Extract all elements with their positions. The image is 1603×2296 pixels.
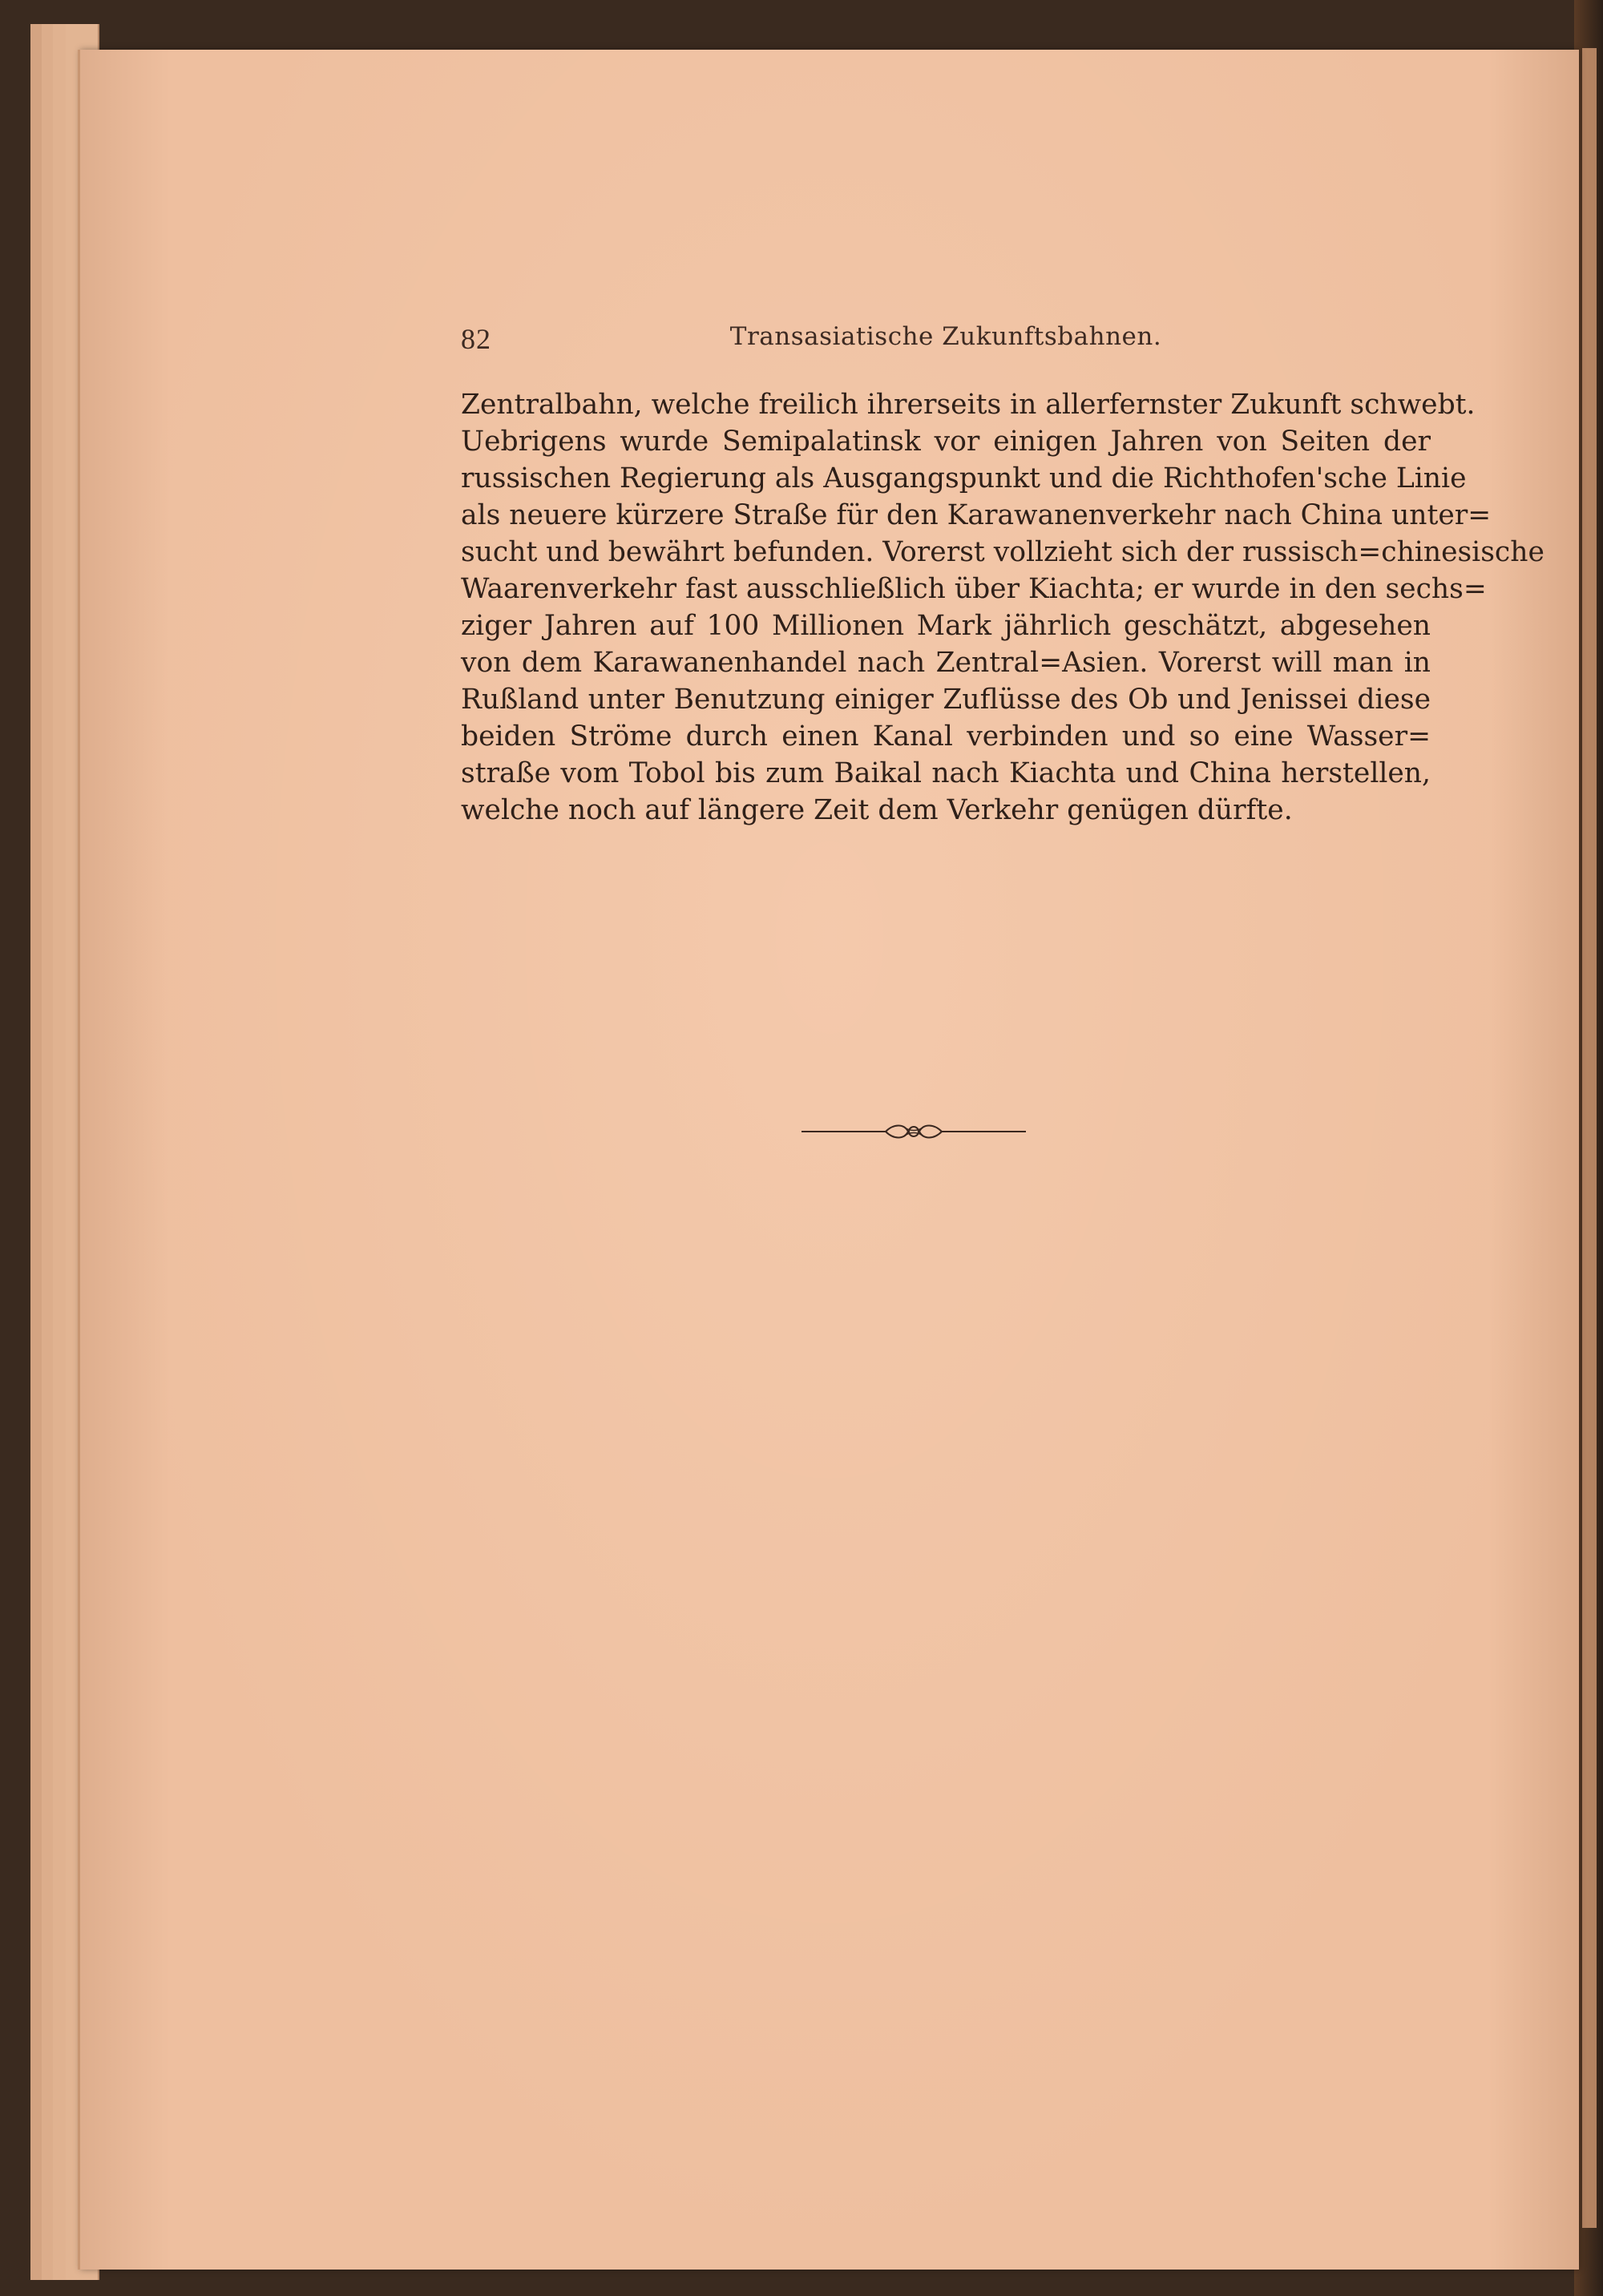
text-line: Zentralbahn, welche freilich ihrerseits in allerfernster Zukunft schwebt. xyxy=(461,389,1476,421)
text-line: russischen Regierung als Ausgangspunkt und die Richthofen'sche Linie xyxy=(461,462,1467,494)
body-paragraph xyxy=(461,386,1544,829)
text-line: beiden Ströme durch einen Kanal verbinden und so eine Wasser= xyxy=(461,720,1431,753)
text-line: Waarenverkehr fast ausschließlich über Kiachta; er wurde in den sechs= xyxy=(461,573,1487,605)
text-line: welche noch auf längere Zeit dem Verkehr genügen dürfte. xyxy=(461,794,1293,826)
running-title: Transasiatische Zukunftsbahnen. xyxy=(729,322,1162,351)
tailpiece-ornament-icon xyxy=(802,1116,1026,1148)
text-line: als neuere kürzere Straße für den Karawanenverkehr nach China unter= xyxy=(461,499,1492,531)
text-line: Uebrigens wurde Semipalatinsk vor einigen Jahren von Seiten der xyxy=(461,426,1431,458)
text-line: von dem Karawanenhandel nach Zentral=Asien. Vorerst will man in xyxy=(461,647,1431,679)
text-line: ziger Jahren auf 100 Millionen Mark jährlich geschätzt, abgesehen xyxy=(461,610,1431,642)
text-line: sucht und bewährt befunden. Vorerst vollzieht sich der russisch=chinesische xyxy=(461,536,1544,568)
page-number: 82 xyxy=(461,323,491,355)
text-line: Rußland unter Benutzung einiger Zuflüsse des Ob und Jenissei diese xyxy=(461,684,1431,716)
running-head xyxy=(461,322,1431,370)
text-line: straße vom Tobol bis zum Baikal nach Kiachta und China herstellen, xyxy=(461,757,1431,789)
book-page xyxy=(80,50,1579,2270)
facing-page-edge xyxy=(1582,48,1597,2228)
